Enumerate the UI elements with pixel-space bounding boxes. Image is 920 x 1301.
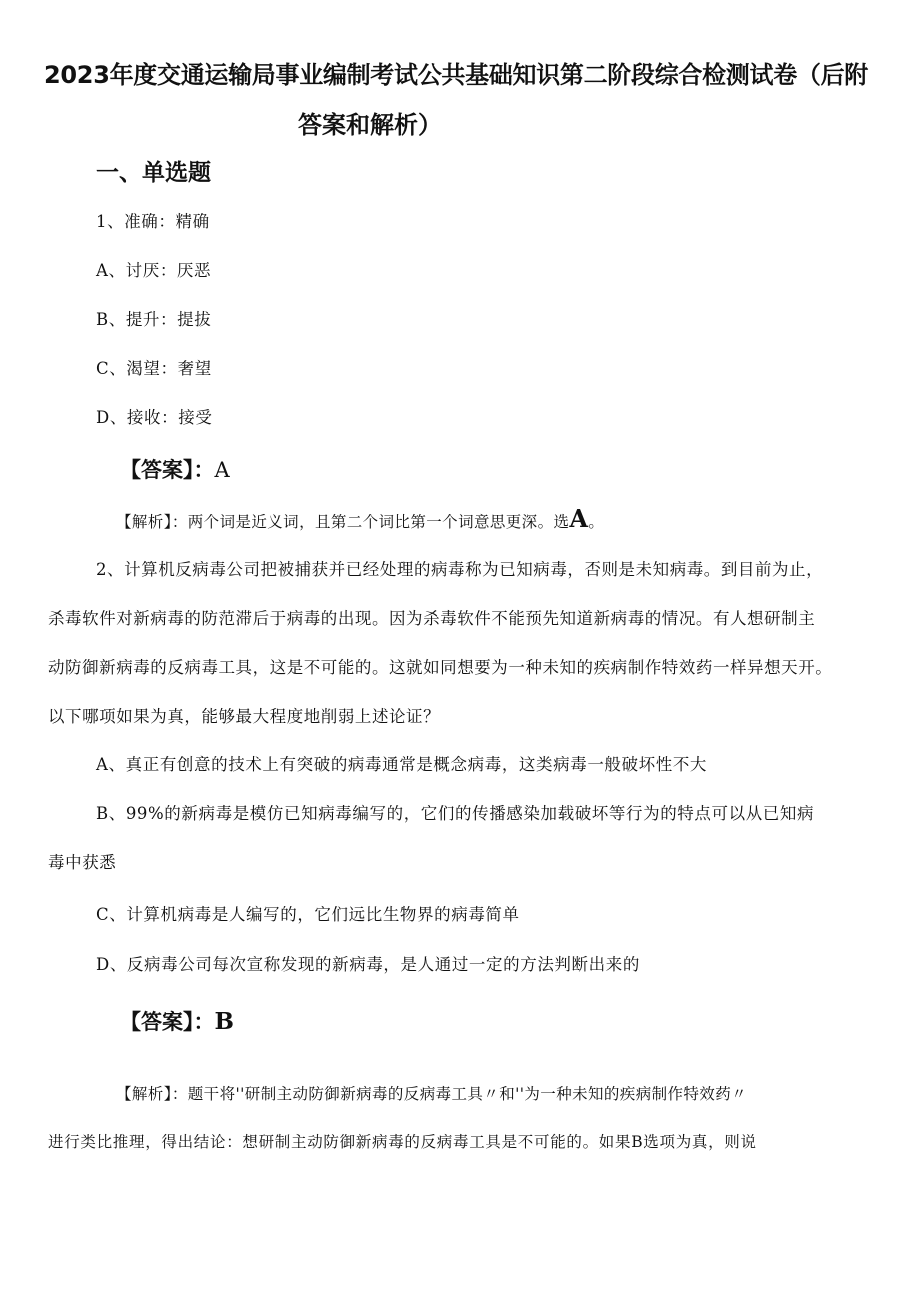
q2-option-a: A、真正有创意的技术上有突破的病毒通常是概念病毒，这类病毒一般破坏性不大 — [96, 755, 708, 774]
q1-analysis — [116, 504, 605, 534]
q1-analysis-text: 两个词是近义词，且第二个词比第一个词意思更深。选 — [187, 513, 570, 531]
q2-analysis-line-1 — [116, 1082, 747, 1106]
q1-answer — [120, 456, 230, 484]
q2-stem-line-3: 动防御新病毒的反病毒工具，这是不可能的。这就如同想要为一种未知的疾病制作特效药一样异想天开。 — [48, 658, 833, 677]
q2-option-b-line-1: B、99%的新病毒是模仿已知病毒编写的，它们的传播感染加载破坏等行为的特点可以从已知病 — [96, 804, 815, 823]
q1-option-b: B、提升：提拔 — [96, 310, 212, 329]
q2-analysis-label: 【解析】： — [116, 1085, 188, 1103]
q1-analysis-letter: A — [569, 504, 589, 533]
q2-option-d: D、反病毒公司每次宣称发现的新病毒，是人通过一定的方法判断出来的 — [96, 955, 640, 974]
q1-analysis-label: 【解析】： — [116, 513, 188, 531]
q2-stem-line-1: 2、计算机反病毒公司把被捕获并已经处理的病毒称为已知病毒，否则是未知病毒。到目前为止， — [96, 560, 824, 579]
section-heading-single-choice: 一、单选题 — [96, 160, 211, 186]
document-title-line-2: 答案和解析） — [298, 111, 442, 139]
q1-analysis-end: 。 — [588, 513, 605, 531]
q2-option-c: C、计算机病毒是人编写的，它们远比生物界的病毒简单 — [96, 905, 520, 924]
q1-answer-value: A — [214, 458, 230, 482]
q2-answer-value: B — [214, 1008, 234, 1035]
q1-option-c: C、渴望：奢望 — [96, 359, 212, 378]
q2-answer-label: 【答案】： — [120, 1010, 215, 1034]
q1-option-d: D、接收：接受 — [96, 408, 213, 427]
q1-stem: 1、准确：精确 — [96, 212, 210, 231]
document-title-line-1: 2023年度交通运输局事业编制考试公共基础知识第二阶段综合检测试卷（后附 — [44, 61, 868, 89]
q2-analysis-text-1: 题干将''研制主动防御新病毒的反病毒工具〃和''为一种未知的疾病制作特效药〃 — [187, 1085, 748, 1103]
q2-stem-line-4: 以下哪项如果为真，能够最大程度地削弱上述论证？ — [48, 707, 441, 726]
q1-option-a: A、讨厌：厌恶 — [96, 261, 212, 280]
q2-analysis-line-2: 进行类比推理，得出结论：想研制主动防御新病毒的反病毒工具是不可能的。如果B选项为真，则说 — [48, 1133, 757, 1151]
q2-stem-line-2: 杀毒软件对新病毒的防范滞后于病毒的出现。因为杀毒软件不能预先知道新病毒的情况。有人想研制主 — [48, 609, 816, 628]
q1-answer-label: 【答案】： — [120, 458, 215, 482]
q2-option-b-line-2: 毒中获悉 — [48, 853, 117, 872]
q2-answer — [120, 1008, 234, 1036]
